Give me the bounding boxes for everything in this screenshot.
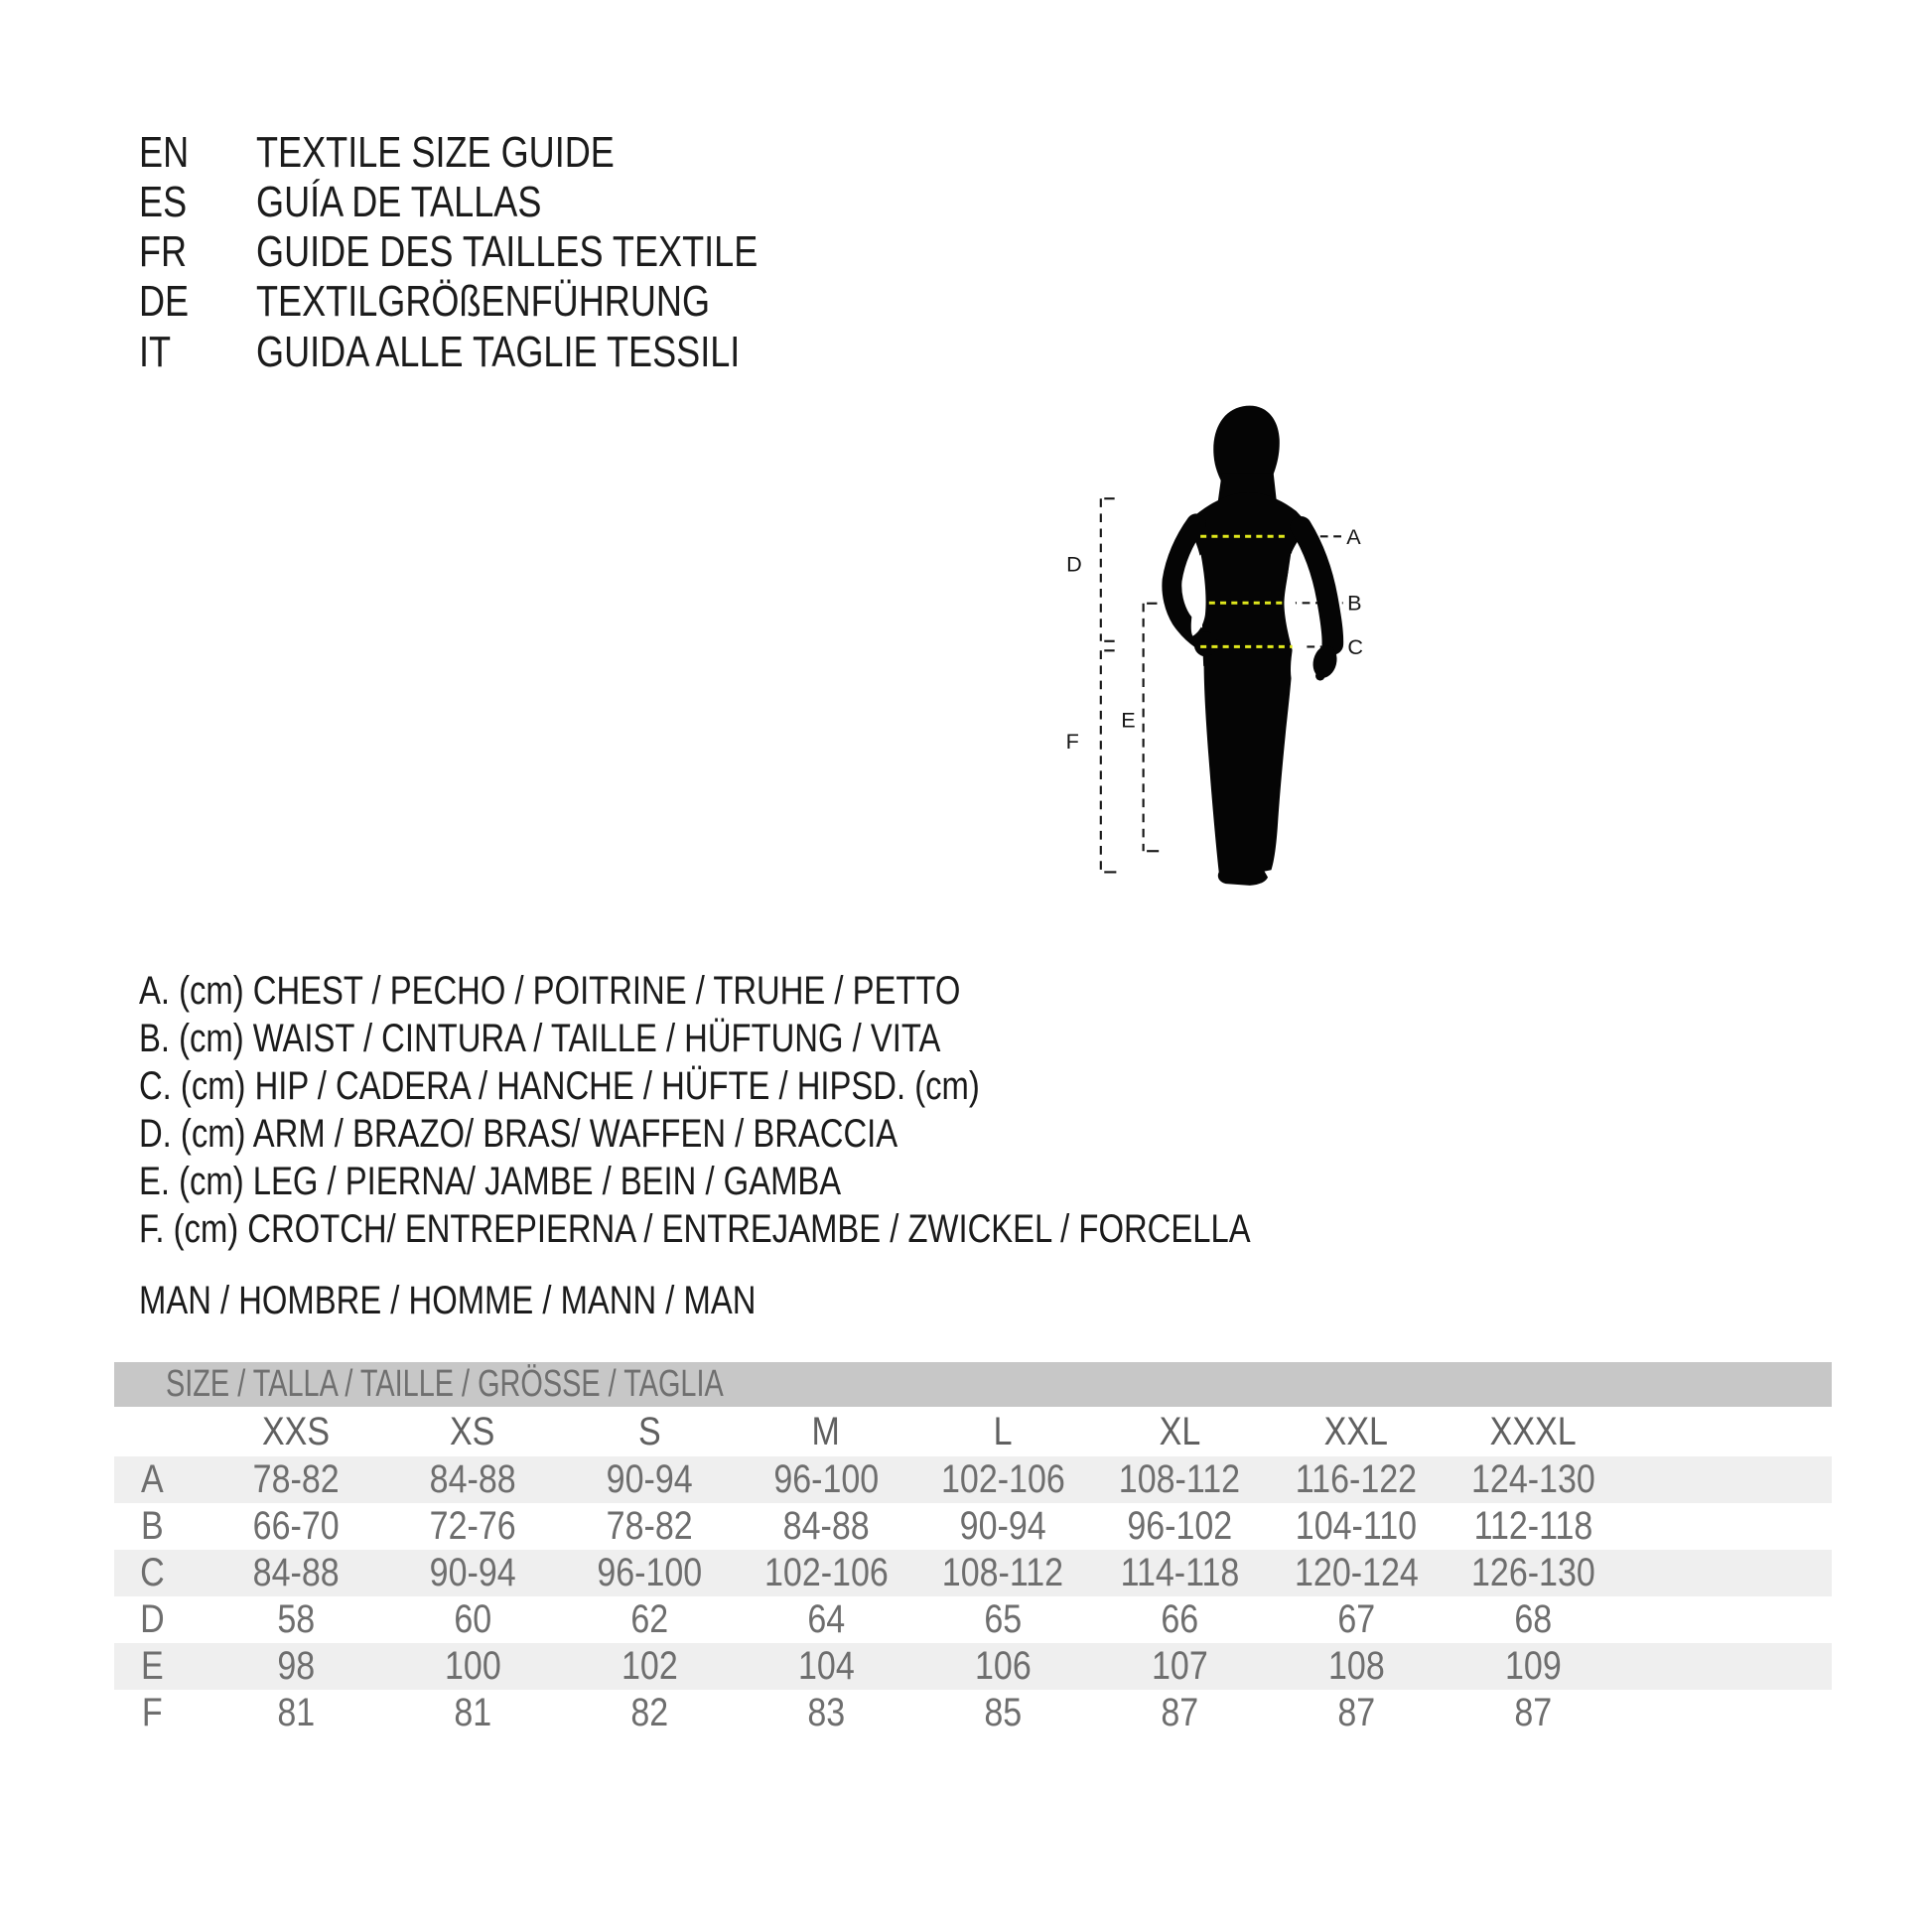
cell: 58 — [277, 1597, 315, 1641]
row-key: F — [141, 1691, 163, 1734]
cell: 109 — [1504, 1644, 1562, 1688]
table-row-arm — [114, 1596, 1832, 1643]
cell: 126-130 — [1470, 1551, 1595, 1594]
cell: 81 — [277, 1691, 315, 1734]
cell: 104 — [797, 1644, 855, 1688]
cell: 62 — [630, 1597, 668, 1641]
guide-title: GUÍA DE TALLAS — [256, 178, 542, 226]
cell: 78-82 — [606, 1504, 693, 1548]
cell: 60 — [454, 1597, 491, 1641]
table-row-crotch — [114, 1690, 1832, 1736]
guide-title: TEXTILE SIZE GUIDE — [256, 128, 615, 177]
cell: 64 — [807, 1597, 845, 1641]
cell: 107 — [1151, 1644, 1208, 1688]
cell: 81 — [454, 1691, 491, 1734]
leg-label: E — [1121, 707, 1136, 733]
guide-title: GUIDE DES TAILLES TEXTILE — [256, 227, 759, 276]
legend-item-chest — [139, 967, 1141, 1015]
legend-item-leg — [139, 1158, 995, 1205]
legend-text: C. (cm) HIP / CADERA / HANCHE / HÜFTE / HIPSD. (cm) — [139, 1064, 980, 1108]
cell: 68 — [1514, 1597, 1552, 1641]
cell: 84-88 — [252, 1551, 340, 1594]
cell: 96-100 — [773, 1457, 879, 1501]
crotch-label: F — [1065, 728, 1079, 754]
chest-label: A — [1346, 524, 1361, 550]
cell: 96-102 — [1127, 1504, 1232, 1548]
cell: 102 — [621, 1644, 678, 1688]
category-label-text: MAN / HOMBRE / HOMME / MANN / MAN — [139, 1279, 757, 1322]
man-silhouette-icon — [1172, 406, 1340, 886]
guide-title: GUIDA ALLE TAGLIE TESSILI — [256, 328, 741, 376]
row-key: D — [139, 1597, 165, 1641]
cell: 100 — [444, 1644, 501, 1688]
cell: 98 — [277, 1644, 315, 1688]
left-hand-shape — [1194, 631, 1217, 656]
cell: 102-106 — [940, 1457, 1065, 1501]
language-code: DE — [139, 277, 190, 326]
language-code: EN — [139, 128, 190, 177]
cell: 102-106 — [763, 1551, 889, 1594]
category-label — [139, 1277, 892, 1324]
cell: 78-82 — [252, 1457, 340, 1501]
column-header-s: S — [637, 1410, 661, 1453]
column-header-l: L — [993, 1410, 1013, 1453]
row-key: C — [139, 1551, 165, 1594]
legend-item-hip — [139, 1062, 1165, 1110]
cell: 114-118 — [1120, 1551, 1239, 1594]
right-arm-shape — [1301, 527, 1332, 644]
legend-text: B. (cm) WAIST / CINTURA / TAILLE / HÜFTUNG / VITA — [139, 1017, 941, 1060]
size-table-header-bar — [114, 1362, 1832, 1407]
row-key: B — [140, 1504, 164, 1548]
cell: 124-130 — [1470, 1457, 1595, 1501]
column-header-xxs: XXS — [261, 1410, 331, 1453]
cell: 108-112 — [1118, 1457, 1241, 1501]
table-row-leg — [114, 1643, 1832, 1690]
language-code: ES — [139, 178, 188, 226]
measure-lines-vertical — [1101, 498, 1159, 872]
column-header-xxxl: XXXL — [1489, 1410, 1577, 1453]
cell: 108-112 — [941, 1551, 1064, 1594]
table-row-waist — [114, 1503, 1832, 1550]
legend-text: E. (cm) LEG / PIERNA/ JAMBE / BEIN / GAMBA — [139, 1160, 842, 1203]
cell: 104-110 — [1295, 1504, 1418, 1548]
cell: 112-118 — [1473, 1504, 1592, 1548]
column-header-xxl: XXL — [1323, 1410, 1389, 1453]
cell: 90-94 — [606, 1457, 693, 1501]
legend-item-arm — [139, 1110, 1064, 1158]
cell: 66 — [1161, 1597, 1198, 1641]
legend-text: F. (cm) CROTCH/ ENTREPIERNA / ENTREJAMBE / ZWICKEL / FORCELLA — [139, 1207, 1251, 1251]
legs-shape — [1204, 662, 1293, 886]
cell: 87 — [1514, 1691, 1552, 1734]
row-key: E — [140, 1644, 164, 1688]
language-code: IT — [139, 328, 172, 376]
legend-text: D. (cm) ARM / BRAZO/ BRAS/ WAFFEN / BRACCIA — [139, 1112, 898, 1156]
row-key: A — [140, 1457, 164, 1501]
size-table-columns-row — [114, 1407, 1832, 1456]
cell: 72-76 — [429, 1504, 516, 1548]
language-code: FR — [139, 227, 188, 276]
cell: 67 — [1337, 1597, 1375, 1641]
hand-hip-gap — [1291, 645, 1311, 689]
legend-item-crotch — [139, 1205, 1494, 1253]
right-finger-shape — [1315, 671, 1325, 681]
cell: 96-100 — [597, 1551, 702, 1594]
cell: 106 — [974, 1644, 1032, 1688]
cell: 87 — [1161, 1691, 1198, 1734]
cell: 83 — [807, 1691, 845, 1734]
cell: 120-124 — [1294, 1551, 1419, 1594]
cell: 90-94 — [959, 1504, 1046, 1548]
cell: 87 — [1337, 1691, 1375, 1734]
arm-label: D — [1066, 551, 1082, 577]
column-header-xl: XL — [1159, 1410, 1200, 1453]
column-header-xs: XS — [450, 1410, 495, 1453]
cell: 82 — [630, 1691, 668, 1734]
size-table-header-text: SIZE / TALLA / TAILLE / GRÖSSE / TAGLIA — [166, 1363, 724, 1405]
guide-title: TEXTILGRÖßENFÜHRUNG — [256, 277, 711, 326]
legend-text: A. (cm) CHEST / PECHO / POITRINE / TRUHE / PETTO — [139, 969, 961, 1013]
cell: 66-70 — [252, 1504, 340, 1548]
cell: 85 — [984, 1691, 1022, 1734]
cell: 65 — [984, 1597, 1022, 1641]
legend-item-waist — [139, 1015, 1117, 1062]
cell: 116-122 — [1295, 1457, 1418, 1501]
waist-label: B — [1347, 590, 1362, 616]
cell: 84-88 — [429, 1457, 516, 1501]
size-table — [114, 1362, 1832, 1737]
cell: 84-88 — [782, 1504, 870, 1548]
cell: 108 — [1327, 1644, 1385, 1688]
hip-label: C — [1347, 633, 1364, 659]
table-row-chest — [114, 1456, 1832, 1503]
cell: 90-94 — [429, 1551, 516, 1594]
column-header-m: M — [811, 1410, 841, 1453]
table-row-hip — [114, 1550, 1832, 1596]
